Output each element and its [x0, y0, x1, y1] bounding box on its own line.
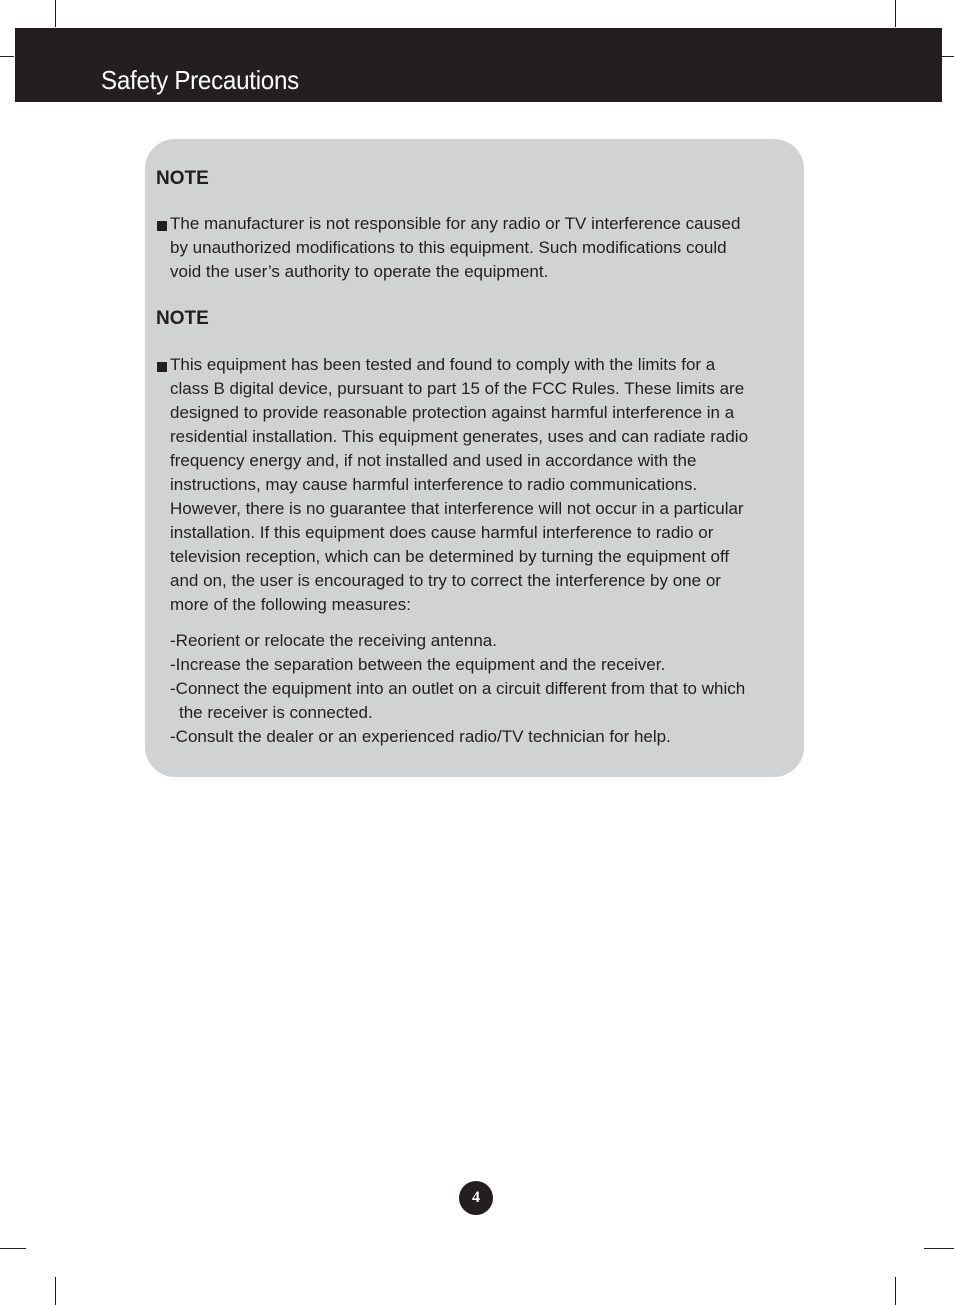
note-heading: NOTE: [156, 308, 209, 329]
measure-item: -Reorient or relocate the receiving antenna.: [170, 631, 497, 650]
note-line: void the user’s authority to operate the equipment.: [170, 262, 549, 281]
measure-item: -Connect the equipment into an outlet on a circuit different from that to which: [170, 679, 746, 698]
crop-mark: [55, 0, 56, 27]
crop-mark: [895, 0, 896, 27]
page-number: 4: [459, 1181, 493, 1215]
note-line: installation. If this equipment does cause harmful interference to radio or: [170, 523, 714, 542]
crop-mark: [55, 1277, 56, 1305]
note-line: This equipment has been tested and found to comply with the limits for a: [170, 355, 716, 374]
note-line: residential installation. This equipment generates, uses and can radiate radio: [170, 427, 749, 446]
crop-mark: [0, 56, 14, 57]
note-line: class B digital device, pursuant to part 15 of the FCC Rules. These limits are: [170, 379, 745, 398]
header-bar: [15, 28, 942, 102]
note-line: The manufacturer is not responsible for any radio or TV interference caused: [170, 214, 741, 233]
note-paragraph: [170, 353, 800, 617]
crop-mark: [942, 56, 954, 57]
note-paragraph: [170, 212, 800, 284]
crop-mark: [924, 1248, 954, 1249]
measures-list: [170, 629, 800, 749]
note-line: instructions, may cause harmful interference to radio communications.: [170, 475, 698, 494]
note-heading: NOTE: [156, 168, 209, 189]
note-line: more of the following measures:: [170, 595, 411, 614]
note-line: and on, the user is encouraged to try to correct the interference by one or: [170, 571, 721, 590]
measure-item: -Increase the separation between the equipment and the receiver.: [170, 655, 666, 674]
note-box: [145, 139, 804, 777]
note-line: television reception, which can be determined by turning the equipment off: [170, 547, 730, 566]
square-bullet-icon: [157, 221, 167, 231]
square-bullet-icon: [157, 362, 167, 372]
measure-item-continuation: the receiver is connected.: [179, 703, 373, 722]
page-title: Safety Precautions: [101, 65, 299, 95]
note-line: by unauthorized modifications to this equipment. Such modifications could: [170, 238, 727, 257]
crop-mark: [895, 1277, 896, 1305]
measure-item: -Consult the dealer or an experienced radio/TV technician for help.: [170, 727, 671, 746]
note-line: frequency energy and, if not installed and used in accordance with the: [170, 451, 697, 470]
note-line: designed to provide reasonable protection against harmful interference in a: [170, 403, 735, 422]
crop-mark: [0, 1248, 26, 1249]
note-line: However, there is no guarantee that interference will not occur in a particular: [170, 499, 744, 518]
